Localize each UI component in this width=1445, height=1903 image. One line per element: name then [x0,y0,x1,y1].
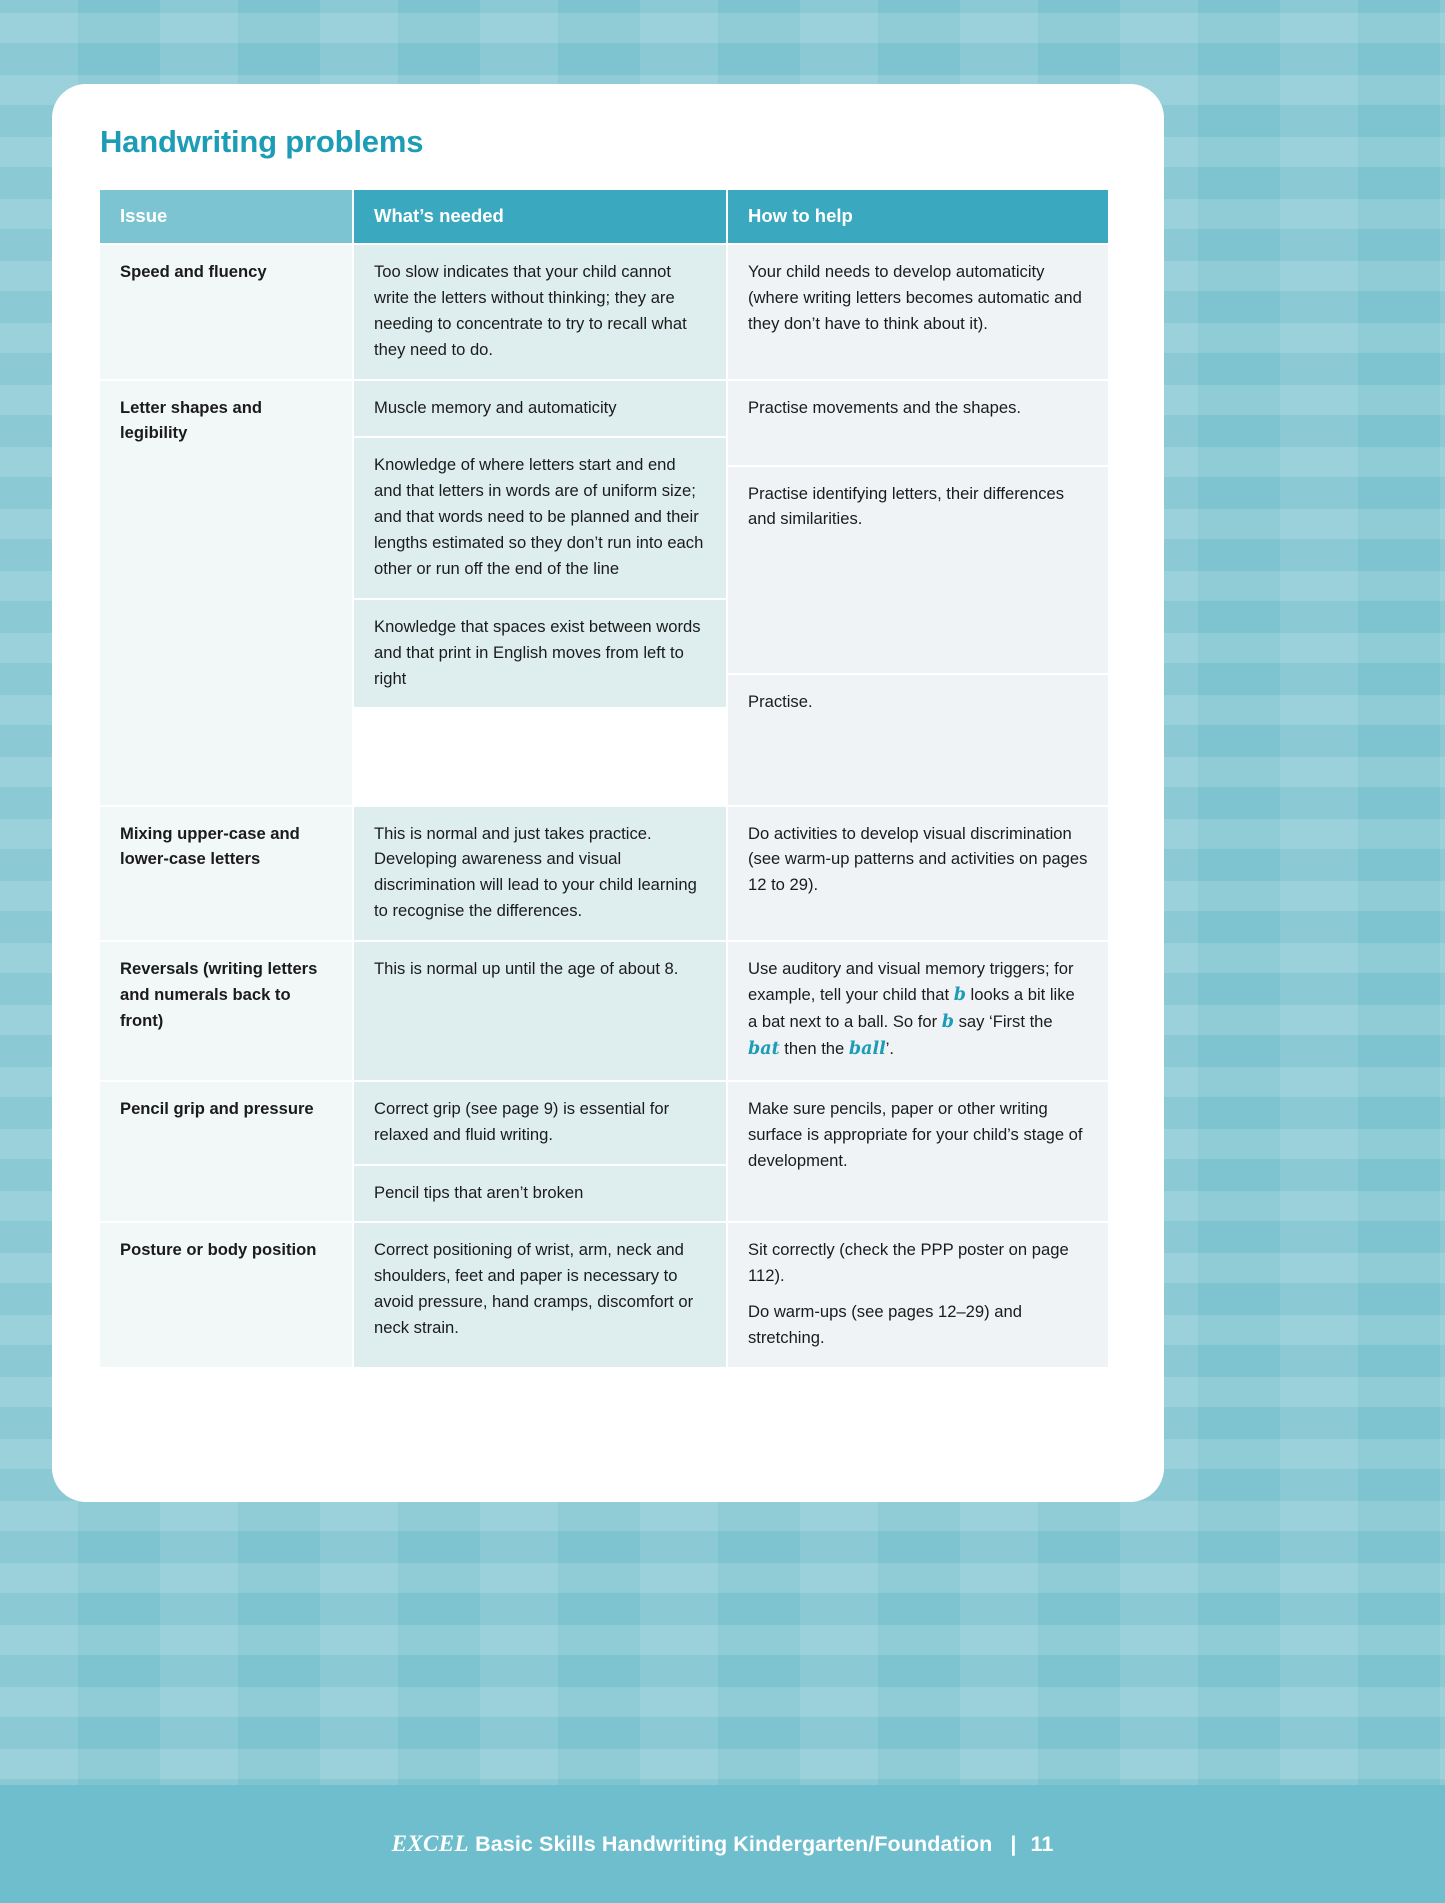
sub-cell: Knowledge that spaces exist between words and that print in English moves from left to right [354,600,726,708]
cell-how-to-help [728,381,1108,805]
sub-cell: Practise movements and the shapes. [728,381,1108,465]
help-text-part5: ’. [885,1039,895,1059]
table-header-row [100,190,1108,243]
cell-how-to-help: Your child needs to develop automaticity (where writing letters becomes automatic and they don’t have to think about it). [728,245,1108,379]
help-text-part1: Use auditory and visual memory triggers; for example, tell your child that [748,959,1074,1004]
help-paragraph: Sit correctly (check the PPP poster on page 112). [748,1240,1069,1286]
page-content [98,124,1118,1369]
cell-whats-needed: Too slow indicates that your child cannot write the letters without thinking; they are needing to concentrate to try to recall what they need to do. [354,245,726,379]
footer-text [392,1831,1054,1857]
cell-issue: Mixing upper-case and lower-case letters [100,807,352,941]
handwriting-word-bat: bat [748,1039,780,1060]
table-row [100,1223,1108,1367]
cell-whats-needed: This is normal up until the age of about 8. [354,942,726,1080]
cell-whats-needed: Correct positioning of wrist, arm, neck and shoulders, feet and paper is necessary to avoid pressure, hand cramps, discomfort or neck strain. [354,1223,726,1367]
cell-issue: Letter shapes and legibility [100,381,352,805]
handwriting-letter-b-1: b [953,984,966,1005]
help-rich-paragraph [748,956,1088,1064]
table-row [100,245,1108,379]
handwriting-word-ball: ball [848,1039,886,1060]
help-paragraph: Do warm-ups (see pages 12–29) and stretching. [748,1302,1022,1348]
help-text-part3: say ‘First the [953,1012,1053,1032]
page-footer [0,1785,1445,1903]
cell-whats-needed: This is normal and just takes practice. Developing awareness and visual discrimination will lead to your child learning to recognise the differences. [354,807,726,941]
sub-cell: Knowledge of where letters start and end and that letters in words are of uniform size; and that words need to be planned and their lengths estimated so they don’t run into each other or run off the end of the line [354,438,726,597]
cell-how-to-help [728,1223,1108,1367]
cell-issue: Posture or body position [100,1223,352,1367]
column-header-issue: Issue [100,190,352,243]
footer-separator: | [1010,1832,1017,1856]
sub-cell: Practise. [728,675,1108,805]
help-text-part2: looks a bit like a bat next to a ball. So for [748,984,1075,1032]
footer-page-number: 11 [1030,1832,1054,1856]
column-header-how-to-help: How to help [728,190,1108,243]
sub-cell: Practise identifying letters, their differences and similarities. [728,467,1108,673]
sub-cell: Muscle memory and automaticity [354,381,726,437]
column-header-whats-needed: What’s needed [354,190,726,243]
cell-issue: Speed and fluency [100,245,352,379]
table-row [100,942,1108,1080]
cell-how-to-help: Make sure pencils, paper or other writing surface is appropriate for your child’s stage of development. [728,1082,1108,1222]
cell-how-to-help [728,942,1108,1080]
help-text-part4: then the [779,1039,849,1059]
cell-whats-needed [354,381,726,805]
cell-issue: Reversals (writing letters and numerals back to front) [100,942,352,1080]
sub-cell: Pencil tips that aren’t broken [354,1166,726,1222]
handwriting-problems-table [98,188,1110,1369]
footer-brand: EXCEL [391,1831,469,1856]
cell-whats-needed [354,1082,726,1222]
cell-issue: Pencil grip and pressure [100,1082,352,1222]
sub-cell: Correct grip (see page 9) is essential for relaxed and fluid writing. [354,1082,726,1164]
table-row [100,381,1108,805]
footer-title: Basic Skills Handwriting Kindergarten/Foundation [469,1832,993,1856]
cell-how-to-help: Do activities to develop visual discrimination (see warm-up patterns and activities on pages 12 to 29). [728,807,1108,941]
handwriting-letter-b-2: b [941,1012,954,1033]
table-row [100,807,1108,941]
document-page-card [52,84,1164,1502]
page-title: Handwriting problems [100,124,424,159]
table-row [100,1082,1108,1222]
